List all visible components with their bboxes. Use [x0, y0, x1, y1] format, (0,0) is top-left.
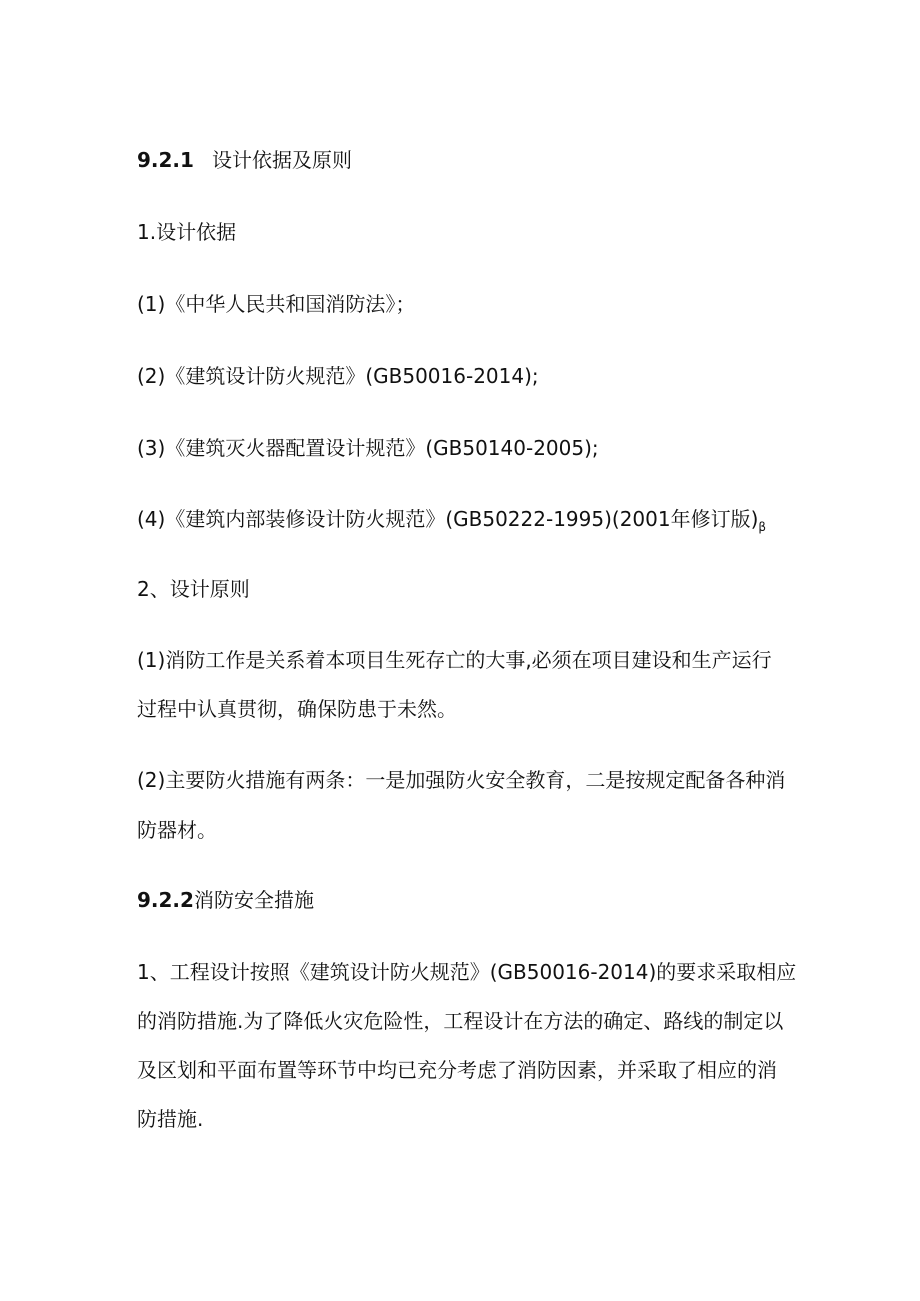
section-number: 9.2.2 [137, 888, 194, 912]
measure-line-1: 1、工程设计按照《建筑设计防火规范》(GB50016-2014)的要求采取相应 [137, 960, 797, 984]
section-number: 9.2.1 [137, 148, 194, 172]
basis-item-4-text: (4)《建筑内部装修设计防火规范》(GB50222-1995)(2001年修订版) [137, 507, 759, 531]
principles-heading: 2、设计原则 [137, 577, 250, 601]
basis-item-4-suffix: β [758, 520, 767, 534]
measure-line-2: 的消防措施.为了降低火灾危险性，工程设计在方法的确定、路线的制定以 [137, 1009, 784, 1033]
principle-1-line-2: 过程中认真贯彻，确保防患于未然。 [137, 697, 457, 721]
basis-item-4 [137, 507, 766, 539]
principle-1-line-1: (1)消防工作是关系着本项目生死存亡的大事,必须在项目建设和生产运行 [137, 648, 772, 672]
measure-line-3: 及区划和平面布置等环节中均已充分考虑了消防因素，并采取了相应的消 [137, 1058, 777, 1082]
section-title: 消防安全措施 [193, 888, 314, 912]
section-heading-9-2-1 [137, 148, 352, 172]
principle-2-line-1: (2)主要防火措施有两条：一是加强防火安全教育，二是按规定配备各种消 [137, 768, 786, 792]
basis-item-1: (1)《中华人民共和国消防法》； [137, 292, 416, 316]
basis-item-3: (3)《建筑灭火器配置设计规范》(GB50140-2005); [137, 436, 599, 460]
measure-line-4: 防措施. [137, 1107, 204, 1131]
basis-item-2: (2)《建筑设计防火规范》(GB50016-2014); [137, 364, 539, 388]
section-title: 设计依据及原则 [211, 148, 352, 172]
section-heading-9-2-2 [137, 888, 314, 912]
principle-2-line-2: 防器材。 [137, 818, 217, 842]
basis-heading: 1.设计依据 [137, 220, 237, 244]
